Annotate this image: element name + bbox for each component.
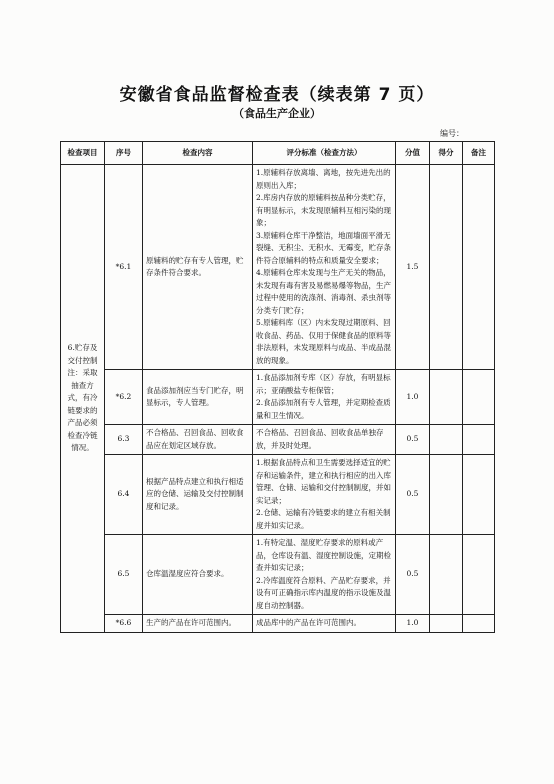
row-no: *6.6 (105, 615, 143, 633)
row-criteria (253, 370, 396, 425)
criteria-line: 4.原辅料仓库未发现与生产无关的物品，未发现有毒有害及易燃易爆等物品，生产过程中使用的洗涤剂、消毒剂、杀虫剂等分类专门贮存； (256, 268, 391, 315)
row-score: 0.5 (396, 455, 430, 535)
row-content: 根据产品特点建立和执行相适应的仓储、运输及交付控制制度和记录。 (143, 455, 253, 535)
row-obtained[interactable] (430, 370, 463, 425)
table-row (61, 615, 495, 633)
criteria-line: 2.冷库温度符合原料、产品贮存要求，并设有可正确指示库内温度的指示设施及温度自动控制器。 (256, 575, 391, 610)
criteria-line: 1.原辅料存放离墙、离地，按先进先出的原则出入库； (256, 168, 391, 190)
table-row (61, 425, 495, 455)
row-criteria (253, 615, 396, 633)
table-row (61, 535, 495, 615)
row-score: 1.0 (396, 370, 430, 425)
table-header-row (61, 142, 495, 165)
row-content: 食品添加剂应当专门贮存，明显标示，专人管理。 (143, 370, 253, 425)
criteria-line: 成品库中的产品在许可范围内。 (256, 618, 361, 627)
header-remark: 备注 (463, 142, 495, 165)
criteria-line: 2.库房内存放的原辅料按品种分类贮存，有明显标示，未发现原辅料互相污染的现象； (256, 193, 391, 227)
row-obtained[interactable] (430, 615, 463, 633)
doc-number-label: 编号： (440, 129, 464, 138)
row-content: 原辅料的贮存有专人管理，贮存条件符合要求。 (143, 165, 253, 370)
row-criteria (253, 425, 396, 455)
row-no: 6.4 (105, 455, 143, 535)
criteria-line: 3.原辅料仓库干净整洁，地面墙面平滑无裂缝、无积尘、无积水、无霉变，贮存条件符合原辅料的特点和质量安全要求； (256, 230, 391, 265)
criteria-line: 1.食品添加剂专库（区）存放，有明显标示；亚硝酸盐专柜保管； (256, 373, 391, 395)
table-row (61, 370, 495, 425)
row-remark[interactable] (463, 165, 495, 370)
header-item: 检查项目 (61, 142, 105, 165)
row-score: 0.5 (396, 425, 430, 455)
row-obtained[interactable] (430, 535, 463, 615)
row-content: 仓库温湿度应符合要求。 (143, 535, 253, 615)
table-row (61, 455, 495, 535)
row-obtained[interactable] (430, 425, 463, 455)
inspection-table (60, 141, 495, 633)
row-remark[interactable] (463, 455, 495, 535)
page-title: 安徽省食品监督检查表（续表第 7 页） (119, 85, 435, 105)
check-item-cell: 6.贮存及交付控制注：采取抽查方式，有冷链要求的产品必须检查冷链情况。 (61, 165, 105, 633)
header-no: 序号 (105, 142, 143, 165)
row-criteria (253, 535, 396, 615)
row-content: 不合格品、召回食品、回收食品应在划定区域存放。 (143, 425, 253, 455)
row-remark[interactable] (463, 370, 495, 425)
criteria-line: 2.食品添加剂有专人管理，并定期检查质量和卫生情况。 (256, 398, 391, 420)
row-remark[interactable] (463, 425, 495, 455)
row-score: 1.5 (396, 165, 430, 370)
row-remark[interactable] (463, 615, 495, 633)
row-criteria (253, 165, 396, 370)
row-obtained[interactable] (430, 165, 463, 370)
row-no: *6.1 (105, 165, 143, 370)
header-criteria: 评分标准（检查方法） (253, 142, 396, 165)
table-row (61, 165, 495, 370)
row-no: *6.2 (105, 370, 143, 425)
header-obtained: 得分 (430, 142, 463, 165)
criteria-line: 5.原辅料库（区）内未发现过期原料、回收食品、药品、仅用于保健食品的原料等非法原料，未发现原料与成品、半成品混放的现象。 (256, 318, 391, 365)
row-no: 6.3 (105, 425, 143, 455)
page-subtitle: （食品生产企业） (233, 107, 321, 120)
criteria-line: 1.根据食品特点和卫生需要选择适宜的贮存和运输条件，建立和执行相应的出入库管理、仓储、运输和交付控制制度，并如实记录； (256, 458, 391, 505)
row-content: 生产的产品在许可范围内。 (143, 615, 253, 633)
row-criteria (253, 455, 396, 535)
row-obtained[interactable] (430, 455, 463, 535)
criteria-line: 1.有特定温、湿度贮存要求的原料或产品，仓库设有温、湿度控制设施，定期检查并如实记录； (256, 538, 391, 572)
criteria-line: 2.仓储、运输有冷链要求的建立有相关制度并如实记录。 (256, 508, 391, 530)
header-content: 检查内容 (143, 142, 253, 165)
row-score: 1.0 (396, 615, 430, 633)
header-score: 分值 (396, 142, 430, 165)
row-score: 0.5 (396, 535, 430, 615)
row-remark[interactable] (463, 535, 495, 615)
row-no: 6.5 (105, 535, 143, 615)
criteria-line: 不合格品、召回食品、回收食品单独存放，并及时处理。 (256, 428, 384, 450)
